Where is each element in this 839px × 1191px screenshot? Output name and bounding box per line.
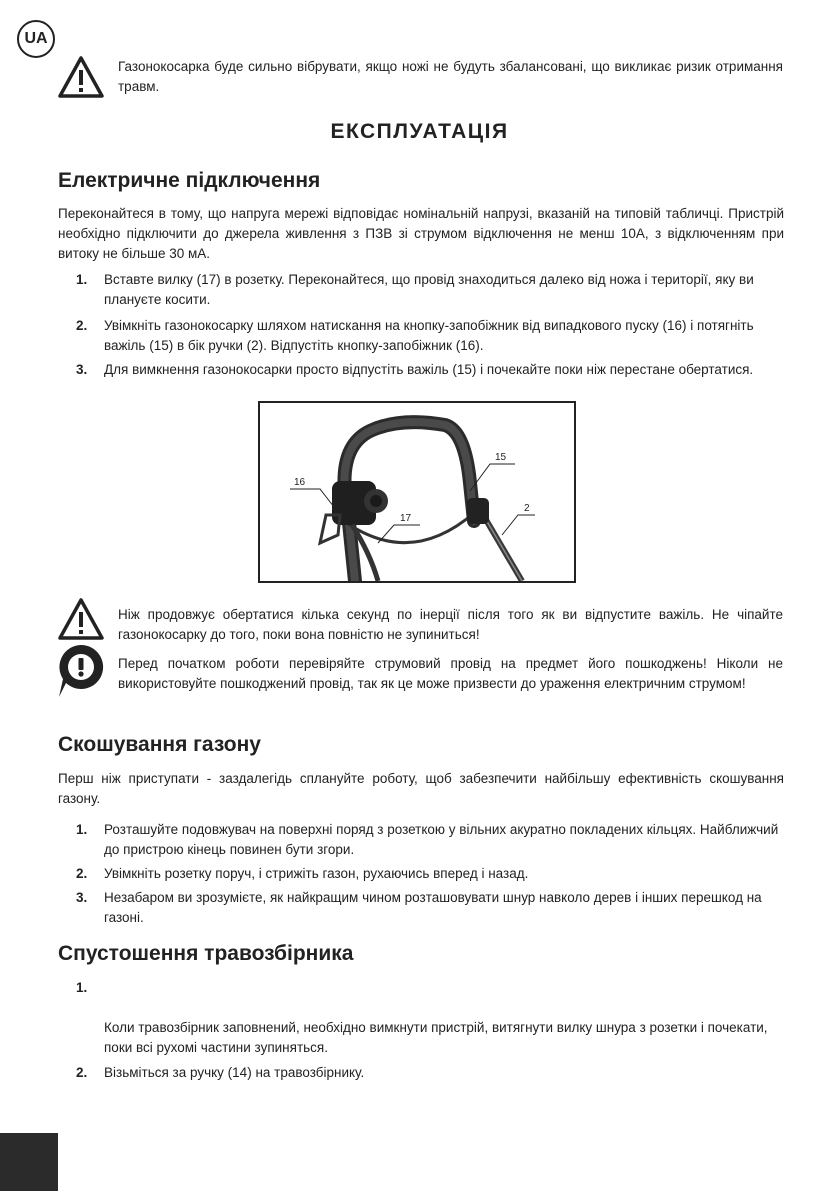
list-item (58, 270, 784, 310)
warning-mid-text: Ніж продовжує обертатися кілька секунд по інерції після того як ви відпустите важіль. Не чіпайте газонокосарку до того, поки вона повністю не зупиниться! (118, 607, 783, 642)
list-item (58, 1063, 784, 1083)
label-15: 15 (495, 452, 507, 463)
list-item (58, 888, 784, 928)
list-text: Увімкніть розетку поруч, і стрижіть газон, рухаючись вперед і назад. (104, 866, 529, 881)
notice-mid-text: Перед початком роботи перевіряйте струмовий провід на предмет його пошкоджень! Ніколи не використовуйте пошкоджений провід, так як це може призвести до ураження електричним струмом! (118, 656, 783, 691)
handle-illustration (260, 403, 574, 581)
list-number: 2. (76, 1065, 88, 1080)
list-number: 1. (76, 822, 88, 837)
list-item (58, 820, 784, 860)
list-text: Візьміться за ручку (14) на травозбірнику. (104, 1065, 365, 1080)
mowing-heading: Скошування газону (58, 733, 261, 756)
list-number: 2. (76, 318, 88, 333)
list-number: 1. (76, 980, 88, 995)
page-corner-tab (0, 1133, 58, 1191)
list-text: Розташуйте подовжувач на поверхні поряд з розеткою у вільних акуратно покладених кільцях. Найближчий до пристрою кінець повинен бути згори. (104, 822, 779, 857)
page-title: ЕКСПЛУАТАЦІЯ (330, 120, 509, 143)
list-item (58, 1018, 784, 1058)
language-badge: UA (17, 20, 55, 58)
list-item (58, 864, 784, 884)
list-number: 3. (76, 362, 88, 377)
warning-top-text: Газонокосарка буде сильно вібрувати, якщо ножі не будуть збалансовані, що викликає ризик отримання травм. (118, 59, 783, 94)
exclamation-bubble-icon (57, 643, 105, 699)
handle-diagram (258, 401, 576, 583)
list-text: Незабаром ви зрозумієте, як найкращим чином розташовувати шнур навколо дерев і інших перешкод на газоні. (104, 890, 762, 925)
mowing-intro: Перш ніж приступати - заздалегідь сплануйте роботу, щоб забезпечити найбільшу ефективність скошування газону. (58, 771, 784, 806)
list-text: Для вимкнення газонокосарки просто відпустіть важіль (15) і почекайте поки ніж перестане обертатися. (104, 362, 754, 377)
emptying-heading: Спустошення травозбірника (58, 942, 354, 965)
electrical-intro: Переконайтеся в тому, що напруга мережі відповідає номінальній напрузі, вказаній на типовій табличці. Пристрій необхідно підключити до джерела живлення з ПЗВ зі струмом відключення не менш 10А, з відключенням при витоку не більше 30 мА. (58, 206, 784, 261)
label-2: 2 (524, 503, 530, 514)
list-item (58, 360, 784, 380)
label-17: 17 (400, 513, 412, 524)
list-text: Увімкніть газонокосарку шляхом натискання на кнопку-запобіжник від випадкового пуску (16) і потягніть важіль (15) в бік ручки (2). Відпустіть кнопку-запобіжник (16). (104, 318, 754, 353)
label-16: 16 (294, 477, 306, 488)
list-number: 3. (76, 890, 88, 905)
list-number: 1. (76, 272, 88, 287)
list-number: 2. (76, 866, 88, 881)
list-text: Коли травозбірник заповнений, необхідно вимкнути пристрій, витягнути вилку шнура з розетки і почекати, поки всі рухомі частини зупиняться. (104, 1020, 768, 1055)
warning-triangle-icon (57, 55, 105, 99)
list-text: Вставте вилку (17) в розетку. Переконайтеся, що провід знаходиться далеко від ножа і території, яку ви плануєте косити. (104, 272, 754, 307)
electrical-heading: Електричне підключення (58, 169, 321, 192)
list-item (58, 316, 784, 356)
warning-triangle-icon (57, 597, 105, 641)
